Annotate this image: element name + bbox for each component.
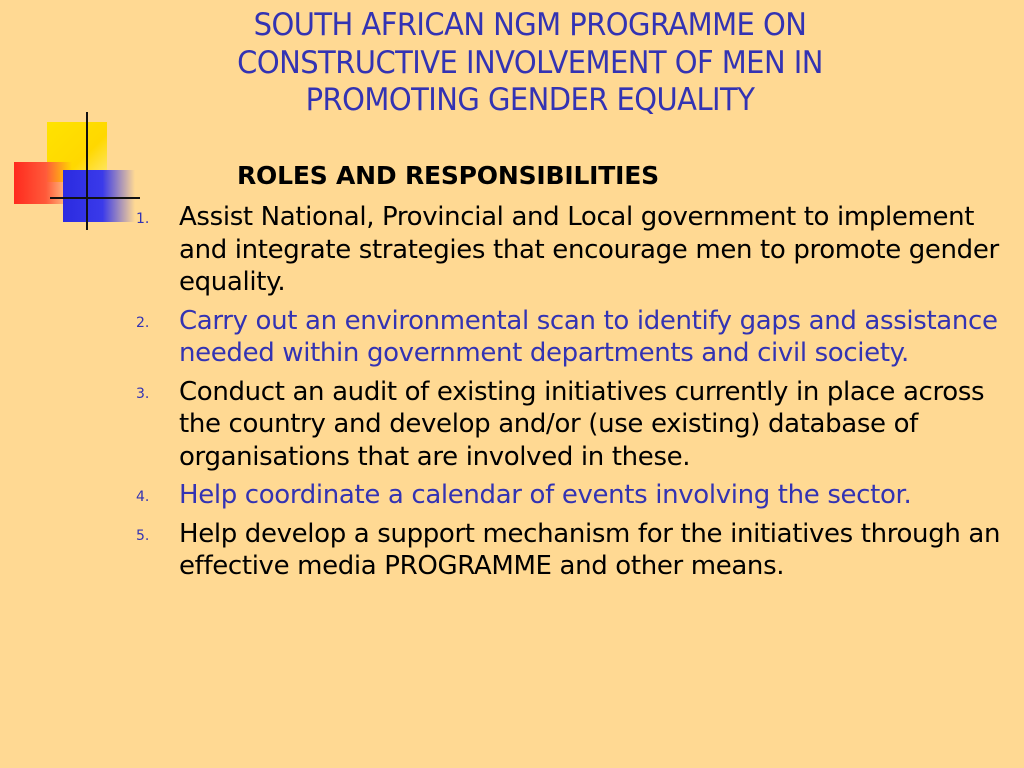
list-item bbox=[133, 201, 1003, 299]
logo-blue-block bbox=[63, 170, 135, 222]
color-blocks-logo-icon bbox=[0, 0, 150, 240]
slide-subtitle: ROLES AND RESPONSIBILITIES bbox=[237, 161, 659, 190]
list-item-number: 1. bbox=[136, 211, 150, 227]
list-item-number: 5. bbox=[136, 527, 150, 544]
slide-title bbox=[162, 7, 898, 120]
list-item-text: Conduct an audit of existing initiatives currently in place across the country and develop and/or (use existing) database of organisations that are involved in these. bbox=[179, 376, 985, 472]
logo-horizontal-line bbox=[50, 197, 140, 199]
title-line-1: SOUTH AFRICAN NGM PROGRAMME ON bbox=[253, 7, 807, 43]
list-item bbox=[133, 479, 1003, 512]
list-item-number: 2. bbox=[136, 314, 150, 331]
title-line-2: CONSTRUCTIVE INVOLVEMENT OF MEN IN bbox=[237, 44, 823, 81]
title-line-3: PROMOTING GENDER EQUALITY bbox=[305, 82, 755, 118]
list-item-text: Assist National, Provincial and Local government to implement and integrate strategies that encourage men to promote gender equality. bbox=[179, 202, 999, 297]
logo-vertical-line bbox=[86, 112, 88, 230]
list-item-text: Carry out an environmental scan to identify gaps and assistance needed within government departments and civil society. bbox=[179, 305, 998, 368]
list-item-number: 4. bbox=[136, 489, 150, 505]
list-item bbox=[133, 376, 1003, 474]
list-item bbox=[133, 305, 1003, 370]
list-item-text: Help coordinate a calendar of events involving the sector. bbox=[179, 480, 912, 510]
responsibilities-list bbox=[133, 201, 1003, 589]
list-item-text: Help develop a support mechanism for the initiatives through an effective media PROGRAMME and other means. bbox=[179, 518, 1001, 581]
list-item bbox=[133, 518, 1003, 583]
list-item-number: 3. bbox=[136, 385, 150, 402]
